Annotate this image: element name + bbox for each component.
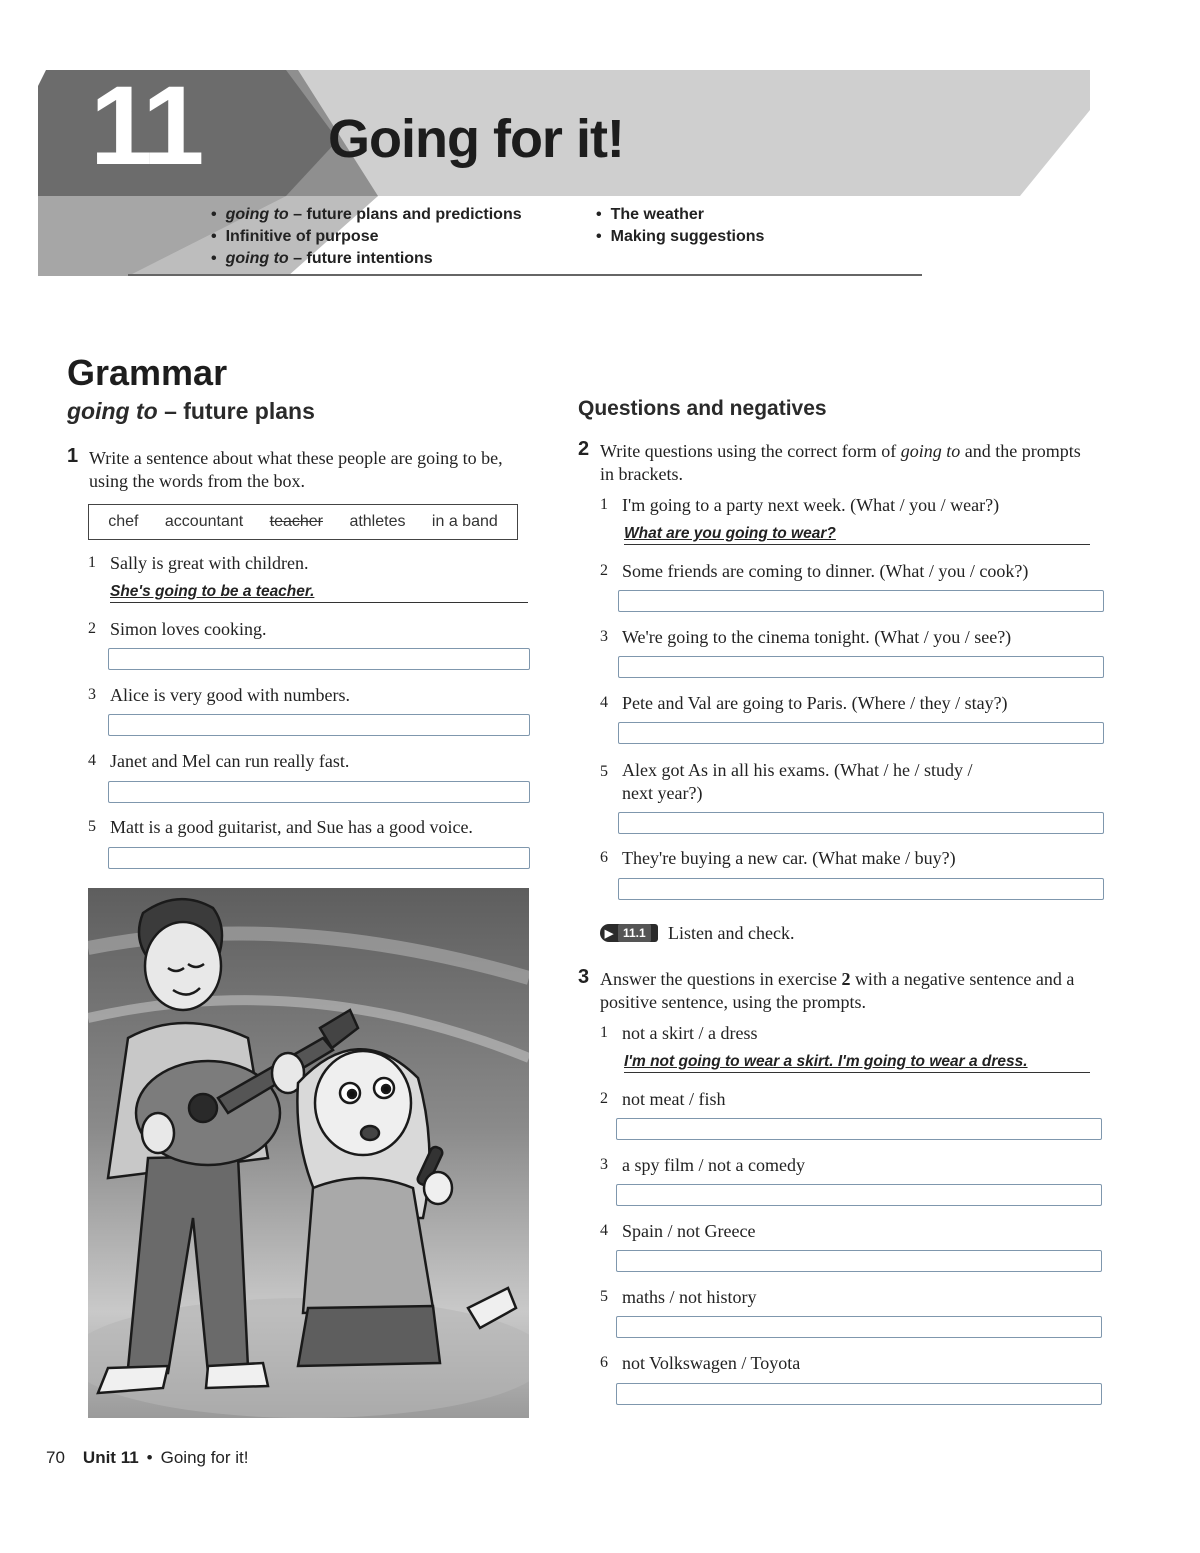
answer-field[interactable] (618, 656, 1104, 678)
exercise3-item: 1 not a skirt / a dress (600, 1023, 758, 1043)
topic-item: • going to – future plans and predictions (211, 204, 522, 226)
word-box-item-used: teacher (269, 513, 323, 530)
footer-unit-title: Going for it! (160, 1448, 249, 1467)
topic-item: • The weather (596, 204, 764, 226)
exercise1-item: 5 Matt is a good guitarist, and Sue has a good voice. (88, 817, 473, 837)
guitarist-singer-illustration (88, 888, 529, 1418)
illustration (88, 888, 529, 1418)
exercise1-instruction: 1 Write a sentence about what these people are going to be, using the words from the box. (67, 445, 503, 491)
topic-item: • Making suggestions (596, 226, 764, 248)
example-answer: She's going to be a teacher. (110, 583, 528, 603)
answer-field[interactable] (616, 1383, 1102, 1405)
answer-field[interactable] (616, 1250, 1102, 1272)
answer-field[interactable] (108, 648, 530, 670)
exercise1-item: 2 Simon loves cooking. (88, 619, 267, 639)
word-box (88, 504, 518, 540)
exercise2-instruction: 2 Write questions using the correct form of going to and the prompts in brackets. (578, 438, 1081, 484)
answer-field[interactable] (618, 722, 1104, 744)
exercise2-item: 1 I'm going to a party next week. (What / you / wear?) (600, 495, 1000, 515)
exercise2-item: 4 Pete and Val are going to Paris. (Where / they / stay?) (600, 693, 1008, 713)
exercise2-item: 5 Alex got As in all his exams. (What / he / study / next year?) (600, 760, 973, 803)
exercise3-item: 4 Spain / not Greece (600, 1221, 756, 1241)
word-box-item: in a band (431, 513, 498, 530)
unit-title: Going for it! (328, 109, 624, 169)
audio-track-code: 11.1 (618, 924, 651, 942)
answer-field[interactable] (616, 1118, 1102, 1140)
unit-banner (38, 63, 1090, 276)
answer-field[interactable] (618, 590, 1104, 612)
exercise2-item: 6 They're buying a new car. (What make / buy?) (600, 848, 956, 868)
exercise1-item: 4 Janet and Mel can run really fast. (88, 751, 350, 771)
exercise3-item: 5 maths / not history (600, 1287, 757, 1307)
footer-unit-label: Unit 11 (82, 1448, 139, 1467)
footer-separator: • (146, 1448, 153, 1467)
subsection-title: Questions and negatives (578, 397, 827, 420)
exercise1-item: 1 Sally is great with children. (88, 553, 309, 573)
answer-field[interactable] (108, 781, 530, 803)
exercise3-item: 3 a spy film / not a comedy (600, 1155, 805, 1175)
answer-field[interactable] (618, 878, 1104, 900)
topic-item: • going to – future intentions (211, 248, 522, 270)
answer-field[interactable] (616, 1316, 1102, 1338)
answer-field[interactable] (108, 714, 530, 736)
word-box-item: accountant (164, 513, 244, 530)
listen-instruction: Listen and check. (668, 923, 795, 943)
section-subtitle: going to – future plans (67, 398, 315, 424)
exercise1-item: 3 Alice is very good with numbers. (88, 685, 350, 705)
word-box-item: athletes (349, 513, 406, 530)
speaker-icon: ▶ (604, 927, 614, 940)
topic-item: • Infinitive of purpose (211, 226, 522, 248)
example-answer: I'm not going to wear a skirt. I'm going to wear a dress. (624, 1053, 1090, 1073)
example-answer: What are you going to wear? (624, 525, 1090, 545)
answer-field[interactable] (108, 847, 530, 869)
word-box-item: chef (108, 513, 139, 530)
page-footer (46, 1448, 249, 1468)
exercise3-item: 2 not meat / fish (600, 1089, 726, 1109)
exercise3-item: 6 not Volkswagen / Toyota (600, 1353, 801, 1373)
answer-field[interactable] (618, 812, 1104, 834)
exercise3-instruction: 3 Answer the questions in exercise 2 with a negative sentence and a positive sentence, using the prompts. (578, 966, 1075, 1012)
exercise2-item: 3 We're going to the cinema tonight. (What / you / see?) (600, 627, 1012, 647)
unit-number: 11 (90, 63, 201, 188)
audio-track-button[interactable] (600, 924, 658, 942)
page-number: 70 (46, 1448, 65, 1467)
answer-field[interactable] (616, 1184, 1102, 1206)
exercise2-item: 2 Some friends are coming to dinner. (What / you / cook?) (600, 561, 1029, 581)
topics-list-left (211, 204, 522, 270)
topics-list-right (596, 204, 764, 248)
section-title: Grammar (67, 352, 228, 393)
